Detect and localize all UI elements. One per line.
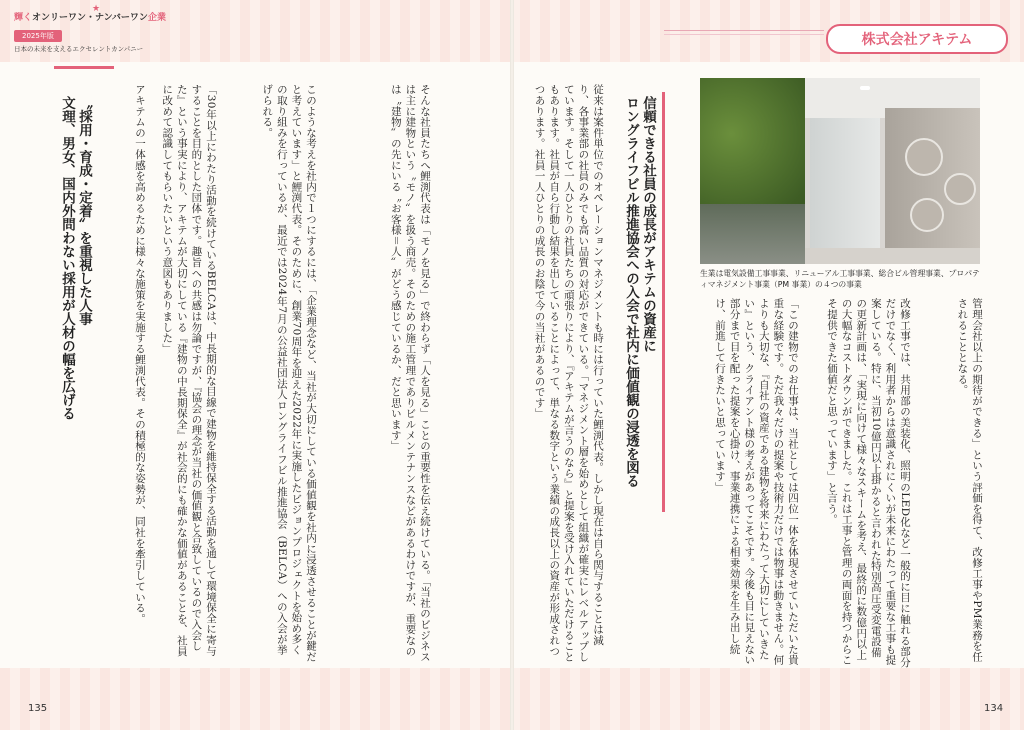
header-ornament — [664, 30, 824, 43]
green-wall — [700, 78, 805, 264]
corridor — [810, 118, 880, 248]
brand-main: オンリーワン・ナンバーワン — [32, 13, 148, 23]
star-icon: ★ — [92, 4, 101, 14]
office-interior-photo — [700, 78, 980, 264]
section-headline-2 — [58, 96, 92, 456]
headline2-line-1: 〝採用・育成・定着〟を重視した人事 — [76, 96, 92, 326]
body-paragraph-5: アキテムの一体感を高めるために様々な施策を実施する鯉渕代表。その積極的な姿勢が、同社を牽引している。 — [134, 84, 146, 624]
headline2-line-2: 文理、男女、国内外問わない採用が人材の幅を広げる — [59, 96, 75, 420]
body-paragraph-1: 従来は案件単位でのオペレーションマネジメントも時には行っていた鯉渕代表。しかし現在は自ら関与することは減り、各事業部の社員のみでも高い品質の対応ができている。「マネジメント層を始めとして組織が確実にレベルアップしています。そして一人ひとりの社員たちの頑張りにより、『アキテムが言うのなら』と提案を受け入れていただけることもあります。社員が自ら行動し結果を出していることによって、単なる数字という業績の成長以上の資産が形成されつつあります。社員一人ひとりの成長のお陰で今の当社があるのです」 — [533, 84, 604, 662]
page-number-left: 135 — [28, 703, 48, 714]
company-name: 株式会社アキテム — [861, 32, 973, 48]
ceiling-light — [860, 86, 870, 90]
round-mirror — [905, 138, 943, 176]
body-paragraph-4: 「30年以上にわたり活動を続けているBELCAは、中長期的な目線で建物を維持保全する活動を通して環境保全に寄与することを目的とした団体です。趣旨への共感は勿論ですが、『協会の理念が当社の価値観と合致しているので入会した』という事実により、アキテムが大切にしている『建物の中長期保全』が社会的にも確かな価値があることを、社員に改めて認識してもらいたいという意図もありました」 — [161, 84, 217, 657]
headline-line-1: 信頼できる社員の成長がアキテムの資産に — [640, 96, 656, 353]
section-headline — [622, 96, 656, 526]
right-paragraph-1: 管理会社以上の期待ができる」という評価を得て、改修工事やPM業務を任されることとなる。 — [956, 298, 983, 663]
headline2-accent-bar — [54, 66, 114, 69]
headline-accent-bar — [662, 92, 665, 512]
round-mirror — [944, 173, 976, 205]
right-paragraph-3: 「この建物でのお仕事は、当社としては四位一体を体現させていただいた貴重な経験です。ただ我々だけの提案や技術力だけでは物事は動きません。何よりも大切な、『自社の資産である建物を将来にわたって大切にしていきたい』という、クライアント様の考えがあってこそです。今後も目に見えない部分まで目を配った提案を心掛け、事業連携による相乗効果を生み出し続け、前進して行きたいと思っています」 — [714, 298, 799, 666]
brand-year-badge: 2025年版 — [14, 30, 62, 42]
body-paragraph-3: このような考えを社内で１つにするには、「企業理念など、当社が大切にしている価値観を社内に浸透させることが鍵だと考えています」と鯉渕代表。そのために、創業70周年を迎えた2022年に実施したビジョンプロジェクトを始め多くの取り組みを行っているが、最近では2024年7月の公益社団法人ロングライフビル推進協会（BELCA）への入会が挙げられる。 — [261, 84, 317, 662]
brand-suffix: 企業 — [147, 13, 166, 23]
page-number-right: 134 — [984, 703, 1004, 714]
round-mirror — [910, 198, 944, 232]
floor — [805, 248, 980, 264]
right-paragraph-2: 改修工事では、共用部の美装化、照明のLED化など一般的に目に触れる部分だけでなく、利用者からは意識されにくいが未来にわたって重要な工事も提案している。特に、当初10億円以上掛かると言われた特別高圧受変電設備の更新計画は、「実現に向けて様々なスキームを考え、最終的に数億円以上の大幅なコストダウンができました。これは工事と管理の両面を持つからこそ提供できた価値だと思っています」と言う。 — [826, 298, 911, 668]
company-name-label — [826, 24, 1008, 54]
series-brand — [14, 4, 166, 53]
photo-caption: 生業は電気設備工事事業、リニューアル工事事業、総合ビル管理事業、プロパティマネジメント事業（PM 事業）の４つの事業 — [700, 269, 980, 289]
brand-prefix: 輝く — [14, 13, 33, 23]
body-paragraph-2: そんな社員たちへ鯉渕代表は「モノを見る」で終わらず「人を見る」ことの重要性を伝え続けている。「当社のビジネスは主に建物という〝モノ〟を扱う商売。そのための施工管理でありビルメンテナンスなどがあるわけですが、重要なのは〝建物〟の先にいる〝お客様＝人〟がどう感じているか、だと思います」 — [389, 84, 431, 662]
brand-subtitle: 日本の未来を支えるエクセレントカンパニー — [14, 45, 144, 53]
brand-title — [14, 10, 164, 23]
headline-line-2: ロングライフビル推進協会への入会で社内に価値観の浸透を図る — [623, 96, 639, 488]
